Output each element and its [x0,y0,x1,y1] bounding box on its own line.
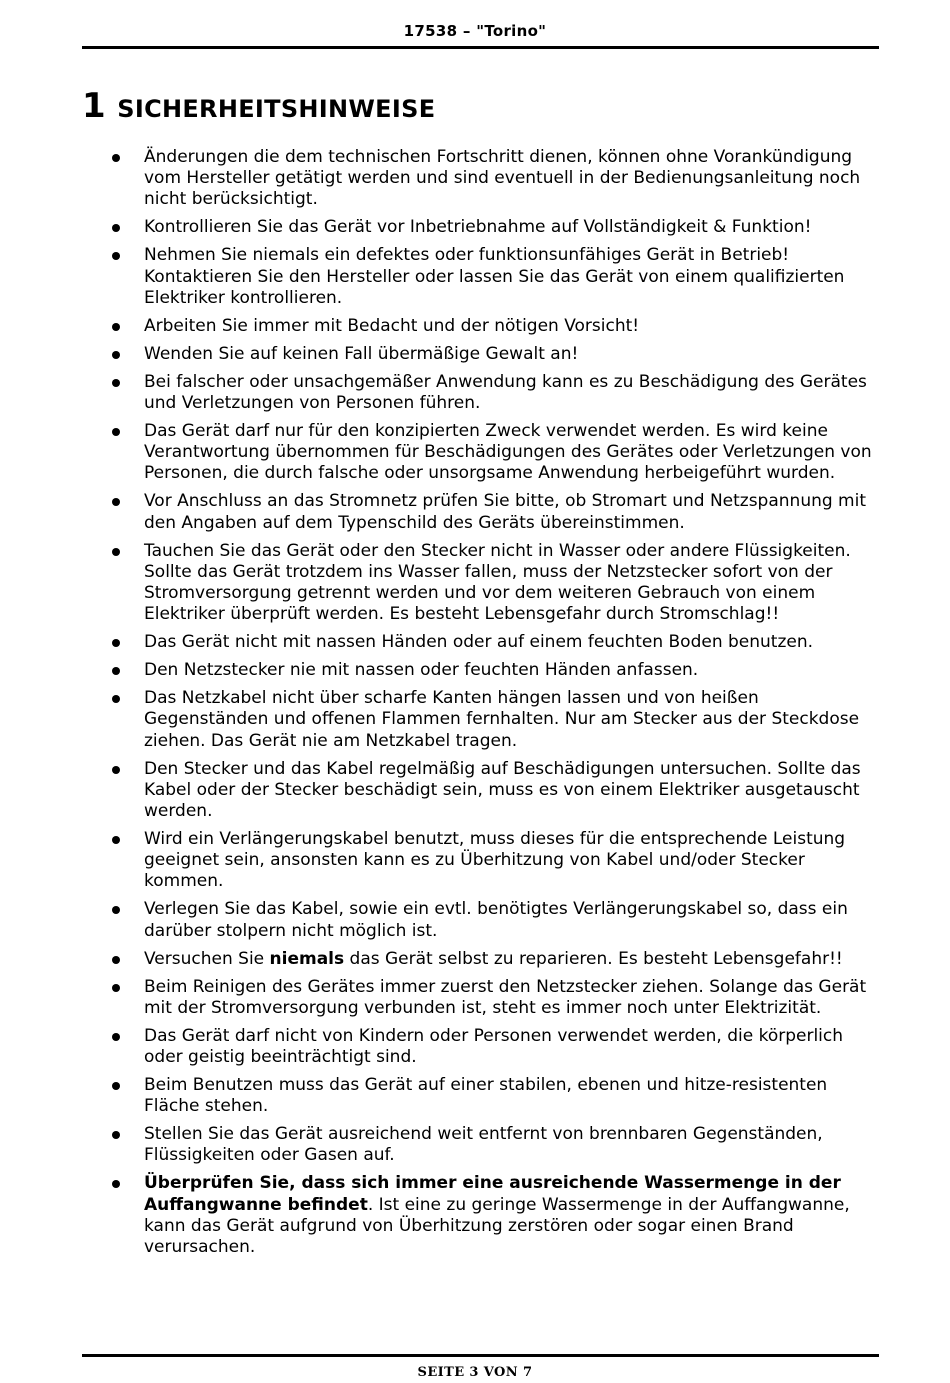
list-item [112,1173,872,1258]
page-number: SEITE 3 VON 7 [417,1365,533,1380]
bullet-icon [112,323,120,331]
bullet-icon [112,956,120,964]
list-item [112,688,872,752]
list-item-text: Den Stecker und das Kabel regelmäßig auf Beschädigungen untersuchen. Sollte das Kabel oder der Stecker beschädigt sein, muss es von einem Elektriker ausgetauscht werden. [144,758,861,822]
header-title: 17538 – "Torino" [403,22,547,40]
bullet-icon [112,695,120,703]
list-item [112,632,872,653]
footer-rule [82,1354,879,1357]
header-rule [82,46,879,49]
list-item-text: Vor Anschluss an das Stromnetz prüfen Sie bitte, ob Stromart und Netzspannung mit den Angaben auf dem Typenschild des Geräts übereinstimmen. [144,491,867,533]
list-item-text: Arbeiten Sie immer mit Bedacht und der nötigen Vorsicht! [144,315,640,336]
section-number: 1 [82,86,106,126]
bullet-icon [112,1033,120,1041]
list-item-emphasis: niemals [269,948,345,969]
list-item-text: Das Netzkabel nicht über scharfe Kanten hängen lassen und von heißen Gegenständen und offenen Flammen fernhalten. Nur am Stecker aus der Steckdose ziehen. Das Gerät nie am Netzkabel tragen. [144,688,860,751]
bullet-icon [112,498,120,506]
list-item [112,759,872,823]
list-item-text: Das Gerät nicht mit nassen Händen oder auf einem feuchten Boden benutzen. [144,632,814,653]
list-item-text: Änderungen die dem technischen Fortschritt dienen, können ohne Vorankündigung vom Hersteller getätigt werden und sind eventuell in der Bedienungsanleitung noch nicht berücksichtigt. [144,147,861,210]
bullet-icon [112,351,120,359]
bullet-icon [112,154,120,162]
list-item [112,660,872,681]
section-title: SICHERHEITSHINWEISE [117,95,436,123]
bullet-icon [112,224,120,232]
list-item [112,245,872,309]
list-item-text: Beim Reinigen des Gerätes immer zuerst den Netzstecker ziehen. Solange das Gerät mit der Stromversorgung verbunden ist, steht es immer noch unter Elektrizität. [144,976,867,1018]
bullet-icon [112,766,120,774]
list-item [112,316,872,337]
list-item [112,372,872,414]
list-item-text: Beim Benutzen muss das Gerät auf einer stabilen, ebenen und hitze-resistenten Fläche stehen. [144,1075,828,1117]
list-item-text: Stellen Sie das Gerät ausreichend weit entfernt von brennbaren Gegenständen, Flüssigkeiten oder Gasen auf. [144,1124,823,1166]
bullet-icon [112,1082,120,1090]
list-item [112,899,872,941]
bullet-icon [112,906,120,914]
list-item [112,949,872,970]
bullet-icon [112,984,120,992]
list-item [112,344,872,365]
list-item [112,1075,872,1117]
list-item-text: . Ist eine zu geringe Wassermenge in der Auffangwanne, kann das Gerät aufgrund von Überhitzung zerstören oder sogar einen Brand verursachen. [144,1194,850,1258]
list-item-text: Wenden Sie auf keinen Fall übermäßige Gewalt an! [144,343,579,364]
bullet-icon [112,428,120,436]
list-item-text: Bei falscher oder unsachgemäßer Anwendung kann es zu Beschädigung des Gerätes und Verletzungen von Personen führen. [144,371,867,414]
safety-notes-list [112,147,872,1265]
bullet-icon [112,252,120,260]
bullet-icon [112,667,120,675]
list-item [112,217,872,238]
list-item-text: Das Gerät darf nur für den konzipierten Zweck verwendet werden. Es wird keine Verantwortung übernommen für Beschädigungen des Gerätes oder Verletzungen von Personen, die durch falsche oder unsorgsame Anwendung herbeigeführt wurden. [144,421,872,484]
bullet-icon [112,1131,120,1139]
list-item [112,977,872,1019]
list-item-text: Tauchen Sie das Gerät oder den Stecker nicht in Wasser oder andere Flüssigkeiten. Sollte das Gerät trotzdem ins Wasser fallen, muss der Netzstecker sofort von der Stromversorgung getrennt werden und vor dem weiteren Gebrauch von einem Elektriker überprüft werden. Es besteht Lebensgefahr durch Stromschlag!! [144,540,851,625]
list-item [112,829,872,893]
list-item-text: Verlegen Sie das Kabel, sowie ein evtl. benötigtes Verlängerungskabel so, dass ein darüber stolpern nicht möglich ist. [144,899,848,941]
list-item [112,1124,872,1166]
list-item-text: Versuchen Sie [144,948,270,969]
list-item [112,1026,872,1068]
list-item [112,541,872,626]
list-item-text: Das Gerät darf nicht von Kindern oder Personen verwendet werden, die körperlich oder geistig beeinträchtigt sind. [144,1025,844,1068]
list-item-text: Kontrollieren Sie das Gerät vor Inbetriebnahme auf Vollständigkeit & Funktion! [144,217,812,238]
bullet-icon [112,548,120,556]
list-item-text: Wird ein Verlängerungskabel benutzt, muss dieses für die entsprechende Leistung geeignet sein, ansonsten kann es zu Überhitzung von Kabel und/oder Stecker kommen. [144,829,846,892]
section-heading [82,86,435,126]
bullet-icon [112,639,120,647]
list-item-text: Den Netzstecker nie mit nassen oder feuchten Händen anfassen. [144,660,699,681]
bullet-icon [112,836,120,844]
list-item [112,421,872,485]
list-item-emphasis: Überprüfen Sie, dass sich immer eine ausreichende Wassermenge in der Auffangwanne befindet [144,1173,841,1215]
list-item-text: das Gerät selbst zu reparieren. Es besteht Lebensgefahr!! [344,948,843,969]
list-item-text: Nehmen Sie niemals ein defektes oder funktionsunfähiges Gerät in Betrieb! Kontaktieren Sie den Hersteller oder lassen Sie das Gerät von einem qualifizierten Elektriker kontrollieren. [144,245,845,308]
bullet-icon [112,379,120,387]
list-item [112,147,872,211]
list-item [112,491,872,533]
bullet-icon [112,1180,120,1188]
